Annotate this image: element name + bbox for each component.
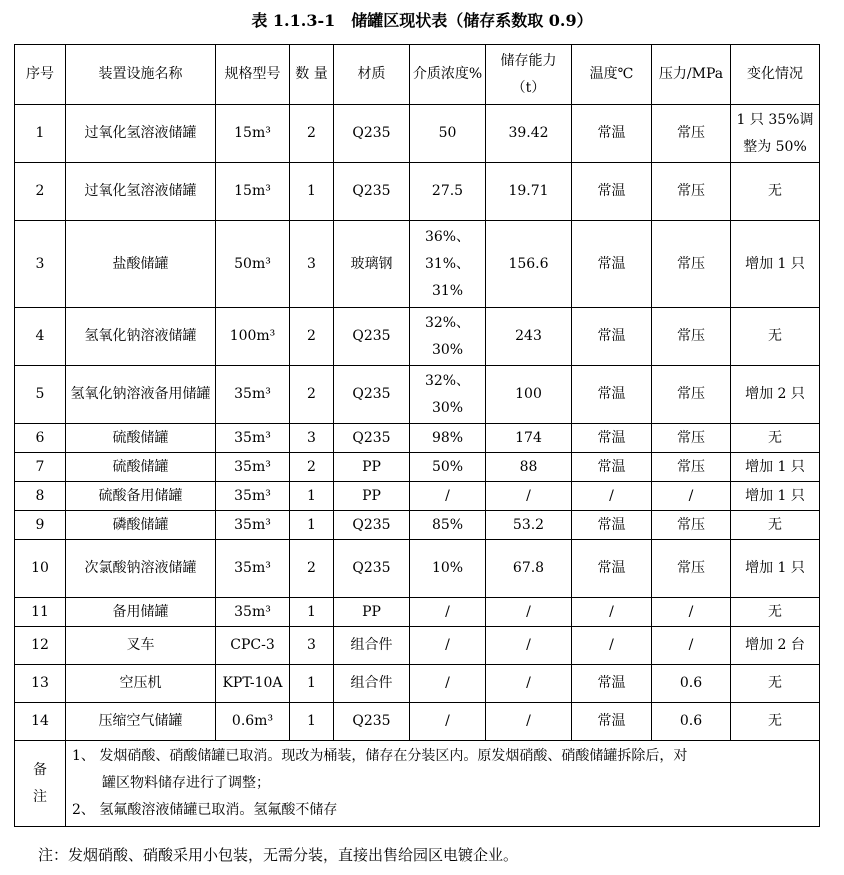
- storage-tank-table: [14, 44, 820, 827]
- cell-spec: 15m³: [216, 163, 290, 221]
- table-row: [15, 424, 820, 453]
- cell-conc: /: [410, 482, 486, 511]
- cell-temp: 常温: [572, 105, 652, 163]
- cell-capacity: 100: [486, 366, 572, 424]
- cell-spec: 35m³: [216, 540, 290, 598]
- cell-pressure: 常压: [652, 221, 731, 308]
- cell-no: 7: [15, 453, 66, 482]
- table-row: [15, 482, 820, 511]
- remarks-label-char: 注: [33, 788, 47, 805]
- header-cell: 温度℃: [572, 45, 652, 105]
- cell-no: 13: [15, 665, 66, 703]
- cell-name: 过氧化氢溶液储罐: [66, 163, 216, 221]
- cell-temp: 常温: [572, 424, 652, 453]
- cell-qty: 1: [290, 703, 334, 741]
- cell-material: Q235: [334, 366, 410, 424]
- table-row: [15, 703, 820, 741]
- cell-qty: 3: [290, 221, 334, 308]
- cell-qty: 3: [290, 627, 334, 665]
- cell-material: Q235: [334, 163, 410, 221]
- table-row: [15, 221, 820, 308]
- cell-no: 10: [15, 540, 66, 598]
- remarks-row: [15, 741, 820, 827]
- cell-material: Q235: [334, 424, 410, 453]
- cell-name: 空压机: [66, 665, 216, 703]
- cell-change: 增加 1 只: [731, 482, 820, 511]
- cell-qty: 3: [290, 424, 334, 453]
- cell-temp: 常温: [572, 366, 652, 424]
- cell-conc: 50: [410, 105, 486, 163]
- cell-pressure: 常压: [652, 511, 731, 540]
- cell-change: 1 只 35%调整为 50%: [731, 105, 820, 163]
- header-cell: 序号: [15, 45, 66, 105]
- cell-material: Q235: [334, 105, 410, 163]
- cell-no: 2: [15, 163, 66, 221]
- cell-name: 叉车: [66, 627, 216, 665]
- cell-change: 增加 1 只: [731, 540, 820, 598]
- cell-capacity: 53.2: [486, 511, 572, 540]
- cell-spec: 0.6m³: [216, 703, 290, 741]
- cell-change: 无: [731, 511, 820, 540]
- header-cell: 压力/MPa: [652, 45, 731, 105]
- cell-no: 3: [15, 221, 66, 308]
- header-cell: 变化情况: [731, 45, 820, 105]
- cell-name: 磷酸储罐: [66, 511, 216, 540]
- cell-conc: 32%、30%: [410, 366, 486, 424]
- cell-change: 无: [731, 424, 820, 453]
- cell-conc: 36%、31%、31%: [410, 221, 486, 308]
- cell-conc: 10%: [410, 540, 486, 598]
- cell-material: 组合件: [334, 627, 410, 665]
- cell-temp: 常温: [572, 308, 652, 366]
- cell-change: 无: [731, 665, 820, 703]
- cell-spec: 50m³: [216, 221, 290, 308]
- cell-name: 硫酸备用储罐: [66, 482, 216, 511]
- cell-spec: 35m³: [216, 598, 290, 627]
- cell-pressure: 0.6: [652, 665, 731, 703]
- cell-no: 12: [15, 627, 66, 665]
- cell-conc: /: [410, 665, 486, 703]
- cell-name: 氢氧化钠溶液储罐: [66, 308, 216, 366]
- cell-name: 盐酸储罐: [66, 221, 216, 308]
- cell-no: 14: [15, 703, 66, 741]
- header-cell: 规格型号: [216, 45, 290, 105]
- cell-temp: /: [572, 482, 652, 511]
- cell-temp: 常温: [572, 511, 652, 540]
- cell-spec: 35m³: [216, 424, 290, 453]
- cell-name: 备用储罐: [66, 598, 216, 627]
- remarks-label: [15, 741, 66, 827]
- cell-spec: 35m³: [216, 482, 290, 511]
- cell-pressure: 常压: [652, 453, 731, 482]
- cell-qty: 2: [290, 453, 334, 482]
- table-row: [15, 627, 820, 665]
- cell-conc: 50%: [410, 453, 486, 482]
- cell-pressure: /: [652, 627, 731, 665]
- header-cell: 材质: [334, 45, 410, 105]
- cell-conc: /: [410, 627, 486, 665]
- cell-name: 硫酸储罐: [66, 453, 216, 482]
- cell-capacity: 88: [486, 453, 572, 482]
- cell-capacity: /: [486, 703, 572, 741]
- cell-temp: 常温: [572, 221, 652, 308]
- cell-conc: 32%、30%: [410, 308, 486, 366]
- table-row: [15, 511, 820, 540]
- cell-spec: KPT-10A: [216, 665, 290, 703]
- cell-capacity: 174: [486, 424, 572, 453]
- cell-qty: 1: [290, 511, 334, 540]
- cell-temp: 常温: [572, 163, 652, 221]
- cell-spec: 35m³: [216, 366, 290, 424]
- remark-line-1: 1、 发烟硝酸、硝酸储罐已取消。现改为桶装，储存在分装区内。原发烟硝酸、硝酸储罐拆除后，对: [72, 748, 688, 764]
- cell-qty: 1: [290, 598, 334, 627]
- cell-change: 增加 1 只: [731, 221, 820, 308]
- cell-qty: 1: [290, 665, 334, 703]
- cell-capacity: /: [486, 665, 572, 703]
- cell-material: 玻璃钢: [334, 221, 410, 308]
- cell-change: 无: [731, 163, 820, 221]
- cell-name: 过氧化氢溶液储罐: [66, 105, 216, 163]
- table-row: [15, 105, 820, 163]
- cell-spec: 15m³: [216, 105, 290, 163]
- cell-no: 8: [15, 482, 66, 511]
- cell-capacity: /: [486, 627, 572, 665]
- cell-spec: 100m³: [216, 308, 290, 366]
- cell-capacity: 39.42: [486, 105, 572, 163]
- cell-material: PP: [334, 482, 410, 511]
- remarks-label-char: 备: [33, 761, 47, 778]
- remark-line-1b: 罐区物料储存进行了调整；: [102, 775, 270, 791]
- header-cell: 数 量: [290, 45, 334, 105]
- cell-no: 11: [15, 598, 66, 627]
- cell-qty: 1: [290, 482, 334, 511]
- cell-no: 6: [15, 424, 66, 453]
- cell-change: 增加 1 只: [731, 453, 820, 482]
- footnote: 注：发烟硝酸、硝酸采用小包装，无需分装，直接出售给园区电镀企业。: [38, 846, 519, 864]
- cell-change: 增加 2 台: [731, 627, 820, 665]
- table-body: [15, 105, 820, 741]
- cell-name: 硫酸储罐: [66, 424, 216, 453]
- cell-qty: 1: [290, 163, 334, 221]
- cell-pressure: 常压: [652, 163, 731, 221]
- cell-capacity: 67.8: [486, 540, 572, 598]
- cell-capacity: 243: [486, 308, 572, 366]
- header-cell: 介质浓度%: [410, 45, 486, 105]
- cell-no: 9: [15, 511, 66, 540]
- cell-material: Q235: [334, 540, 410, 598]
- cell-capacity: 156.6: [486, 221, 572, 308]
- cell-temp: 常温: [572, 453, 652, 482]
- cell-capacity: /: [486, 598, 572, 627]
- cell-qty: 2: [290, 105, 334, 163]
- cell-qty: 2: [290, 540, 334, 598]
- table-row: [15, 540, 820, 598]
- cell-temp: /: [572, 598, 652, 627]
- cell-spec: 35m³: [216, 453, 290, 482]
- cell-pressure: 常压: [652, 308, 731, 366]
- header-row: [15, 45, 820, 105]
- cell-name: 氢氧化钠溶液备用储罐: [66, 366, 216, 424]
- cell-no: 4: [15, 308, 66, 366]
- cell-conc: 27.5: [410, 163, 486, 221]
- cell-no: 1: [15, 105, 66, 163]
- table-row: [15, 366, 820, 424]
- cell-conc: 98%: [410, 424, 486, 453]
- cell-material: 组合件: [334, 665, 410, 703]
- cell-pressure: /: [652, 598, 731, 627]
- cell-qty: 2: [290, 308, 334, 366]
- table-row: [15, 598, 820, 627]
- cell-temp: /: [572, 627, 652, 665]
- cell-no: 5: [15, 366, 66, 424]
- cell-pressure: 常压: [652, 424, 731, 453]
- table-row: [15, 453, 820, 482]
- cell-change: 无: [731, 598, 820, 627]
- cell-material: Q235: [334, 511, 410, 540]
- cell-conc: 85%: [410, 511, 486, 540]
- cell-change: 增加 2 只: [731, 366, 820, 424]
- cell-change: 无: [731, 308, 820, 366]
- cell-pressure: /: [652, 482, 731, 511]
- cell-capacity: 19.71: [486, 163, 572, 221]
- cell-conc: /: [410, 703, 486, 741]
- cell-change: 无: [731, 703, 820, 741]
- header-cell: 储存能力（t）: [486, 45, 572, 105]
- cell-material: PP: [334, 598, 410, 627]
- cell-spec: CPC-3: [216, 627, 290, 665]
- remarks-text: [66, 741, 820, 827]
- cell-temp: 常温: [572, 540, 652, 598]
- table-row: [15, 308, 820, 366]
- cell-pressure: 0.6: [652, 703, 731, 741]
- cell-qty: 2: [290, 366, 334, 424]
- cell-capacity: /: [486, 482, 572, 511]
- cell-name: 压缩空气储罐: [66, 703, 216, 741]
- table-row: [15, 163, 820, 221]
- cell-material: PP: [334, 453, 410, 482]
- table-title: 表 1.1.3-1 储罐区现状表（储存系数取 0.9）: [251, 11, 593, 30]
- table-row: [15, 665, 820, 703]
- cell-spec: 35m³: [216, 511, 290, 540]
- cell-temp: 常温: [572, 665, 652, 703]
- cell-material: Q235: [334, 308, 410, 366]
- cell-pressure: 常压: [652, 540, 731, 598]
- cell-conc: /: [410, 598, 486, 627]
- cell-name: 次氯酸钠溶液储罐: [66, 540, 216, 598]
- remark-line-2: 2、 氢氟酸溶液储罐已取消。氢氟酸不储存: [72, 802, 338, 818]
- cell-temp: 常温: [572, 703, 652, 741]
- cell-pressure: 常压: [652, 366, 731, 424]
- cell-pressure: 常压: [652, 105, 731, 163]
- cell-material: Q235: [334, 703, 410, 741]
- header-cell: 装置设施名称: [66, 45, 216, 105]
